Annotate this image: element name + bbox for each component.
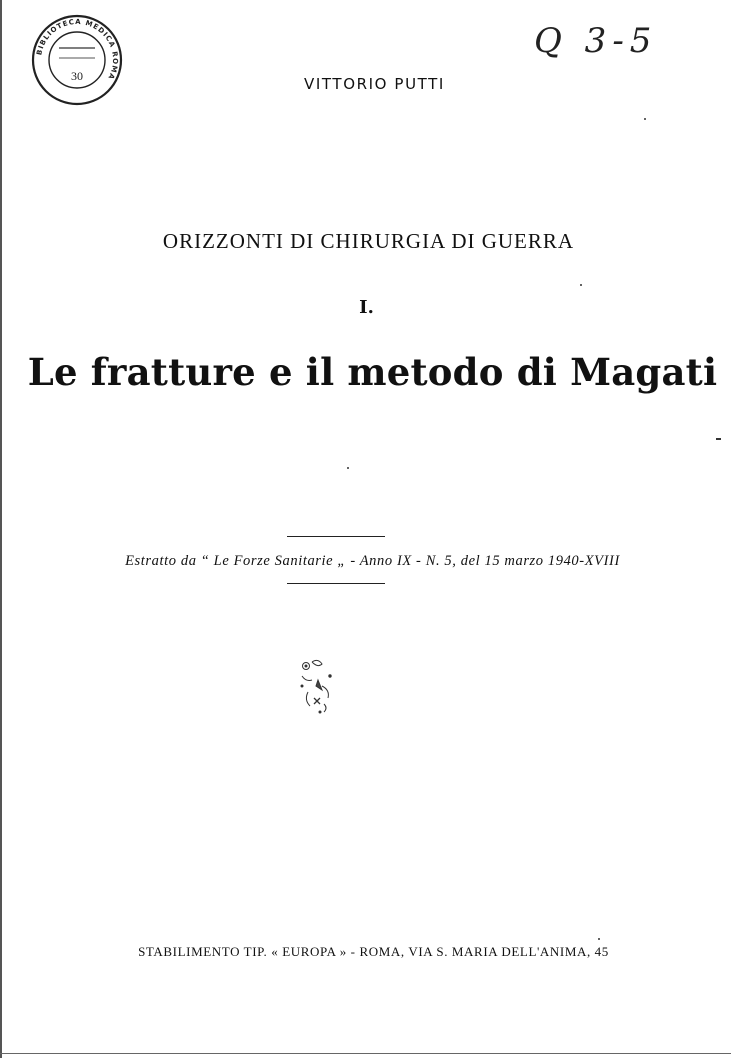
- printer-imprint: STABILIMENTO TIP. « EUROPA » - ROMA, VIA S. MARIA DELL'ANIMA, 45: [138, 944, 609, 959]
- printer-ornament-icon: [294, 656, 340, 718]
- part-number: I.: [359, 297, 374, 318]
- shelfmark-text: Q 3-5: [534, 21, 658, 61]
- scan-bottom-edge: [0, 1053, 731, 1054]
- scan-speck: [644, 118, 646, 120]
- scan-speck: [347, 467, 349, 469]
- offprint-note: Estratto da “ Le Forze Sanitarie „ - Anno IX - N. 5, del 15 marzo 1940-XVIII: [125, 553, 620, 569]
- series-title: ORIZZONTI DI CHIRURGIA DI GUERRA: [162, 229, 575, 253]
- divider-top: [287, 536, 385, 537]
- stamp-arc-text: BIBLIOTECA MEDICA ROMA: [35, 17, 120, 82]
- main-title: Le fratture e il metodo di Magati: [27, 350, 718, 394]
- scan-speck: [598, 938, 600, 940]
- stamp-serial: 30: [71, 69, 83, 83]
- scan-speck: [580, 284, 582, 286]
- divider-bottom: [287, 583, 385, 584]
- author-name: VITTORIO PUTTI: [304, 75, 445, 93]
- scan-speck: [716, 438, 721, 440]
- handwritten-shelfmark: [530, 14, 670, 66]
- scan-left-edge: [0, 0, 2, 1058]
